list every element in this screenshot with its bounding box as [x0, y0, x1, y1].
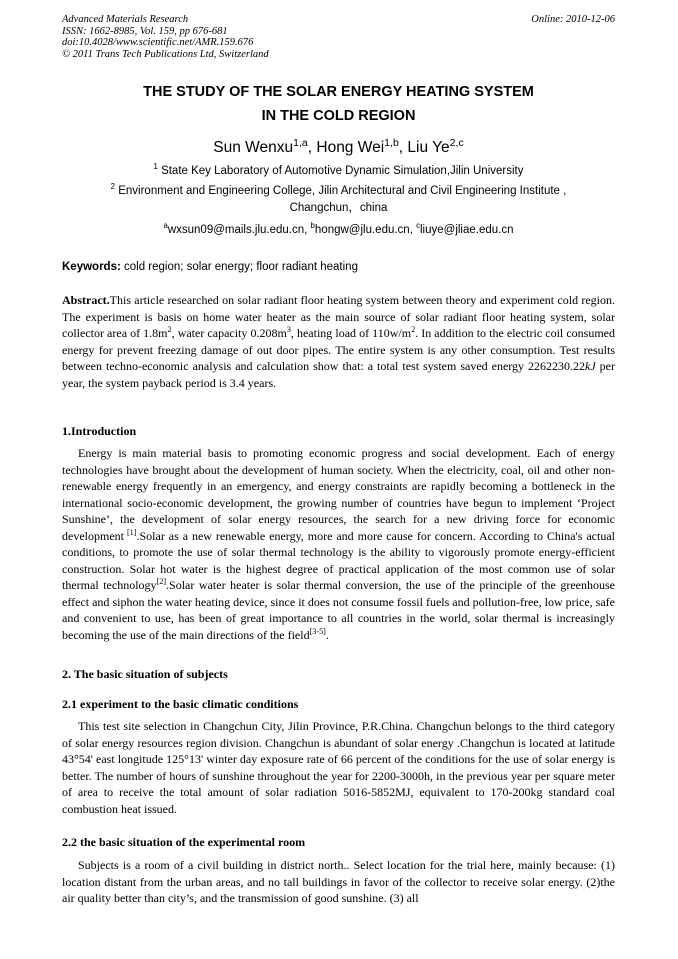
- section-heading-2-2: 2.2 the basic situation of the experimental room: [62, 835, 306, 849]
- issn-line: ISSN: 1662-8985, Vol. 159, pp 676-681: [62, 25, 228, 37]
- section-2-1-text: This test site selection in Changchun City, Jilin Province, P.R.China. Changchun belongs to the third category of solar energy resources region division. Changchun is abundant of solar energy .Changchun is located at latitude 43°54' east longitude 125°13' winter day exposure rate of 66 percent of the conditions for the use of solar energy is better. The number of hours of sunshine throughout the year for 2200-3000h, in the previous year per square meter of area to receive the total amount of solar radiation 5016-5852MJ, equivalent to 170-200kg standard coal combustion heat issued.: [62, 719, 615, 816]
- abstract-text: This article researched on solar radiant floor heating system between theory and experiment cold region. The experiment is basis on home water heater as the main source of solar radiant floor heating system, solar collector area of 1.8m: [62, 293, 615, 340]
- copyright-line: © 2011 Trans Tech Publications Ltd, Switzerland: [62, 48, 269, 60]
- author-name: Liu Ye: [407, 139, 450, 156]
- author-name: Sun Wenxu: [213, 139, 294, 156]
- author-sup: 1,a: [293, 136, 308, 149]
- section-2-2-text: Subjects is a room of a civil building in district north.. Select location for the trial here, mainly because: (1) location distant from the urban areas, and no tall buildings in favor of the collector to receive solar energy. (2)the air quality better than city’s, and the transmission of good sunshine. (3) all: [62, 858, 615, 905]
- email-a: wxsun09@mails.jlu.edu.cn,: [167, 224, 311, 236]
- paper-title: [62, 80, 615, 128]
- email-sup: a: [163, 221, 168, 231]
- author-list: [62, 138, 615, 158]
- abstract-sup: 2: [167, 325, 172, 334]
- author-sup: 2,c: [449, 136, 464, 149]
- citation: [3-5]: [309, 626, 326, 636]
- aff-text: Environment and Engineering College, Jilin Architectural and Civil Engineering Institute ,: [118, 185, 567, 197]
- abstract-sup: 2: [411, 325, 416, 334]
- abstract-label: Abstract.: [62, 293, 110, 307]
- email-line: [62, 222, 615, 239]
- title-line-2: IN THE COLD REGION: [261, 108, 416, 124]
- doi-line: doi:10.4028/www.scientific.net/AMR.159.676: [62, 37, 254, 48]
- aff-sup: 2: [110, 182, 116, 192]
- citation: [1]: [123, 527, 137, 537]
- email-sup: b: [310, 221, 315, 231]
- introduction-body: [62, 445, 615, 643]
- aff-text-line2: Changchun，china: [289, 202, 388, 214]
- affiliation-1: [62, 163, 615, 180]
- aff-text: State Key Laboratory of Automotive Dynamic Simulation,Jilin University: [161, 165, 524, 177]
- author-sep: ,: [307, 139, 317, 156]
- citation: [2]: [156, 577, 167, 586]
- keywords: [62, 261, 615, 273]
- abstract-text: , heating load of 110w/m: [290, 326, 412, 340]
- intro-text: .Solar as a new renewable energy, more and more cause for concern. According to China's actual conditions, to promote the use of solar thermal technology is the ability to vigorously promote energy-efficient construction. Solar hot water is the highest degree of practical application of the most common use of solar thermal technology: [62, 528, 615, 592]
- section-2-1-body: [62, 718, 615, 817]
- journal-header: [62, 14, 615, 60]
- title-line-1: THE STUDY OF THE SOLAR ENERGY HEATING SYSTEM: [143, 84, 534, 100]
- abstract-sup: 3: [286, 325, 291, 334]
- keywords-text: cold region; solar energy; floor radiant heating: [120, 261, 358, 273]
- section-heading-2: 2. The basic situation of subjects: [62, 667, 228, 681]
- intro-text: .Solar water heater is solar thermal conversion, the use of the principle of the greenhouse effect and siphon the water heating device, since it does not consume fossil fuels and pollution-free, low price, safe and convenient to use, has been of great importance to all countries in the world, solar thermal is increasingly becoming the use of the main directions of the field: [62, 578, 615, 642]
- abstract-unit: kJ: [585, 359, 596, 373]
- intro-text: .: [325, 627, 329, 642]
- abstract-text: . In addition to the electric coil consumed energy for prevent freezing damage of out door pipes. The entire system is any other consumption. Test results between techno-economic analysis and calculation show that: a total test system saved energy 2262230.22: [62, 326, 615, 373]
- author-sep: ,: [398, 139, 408, 156]
- section-heading-2-1: 2.1 experiment to the basic climatic conditions: [62, 697, 299, 711]
- email-sup: c: [416, 221, 420, 231]
- abstract-text: , water capacity 0.208m: [171, 326, 287, 340]
- online-date: Online: 2010-12-06: [531, 14, 615, 25]
- section-2-2-body: [62, 857, 615, 907]
- keywords-label: Keywords:: [62, 261, 121, 273]
- author-sup: 1,b: [384, 136, 399, 149]
- author-name: Hong Wei: [316, 139, 385, 156]
- email-c: liuye@jliae.edu.cn: [420, 224, 514, 236]
- aff-sup: 1: [153, 162, 158, 172]
- journal-name: Advanced Materials Research: [62, 14, 189, 25]
- intro-text: Energy is main material basis to promoting economic progress and social development. Each of energy technologies have brought about the development of human society. When the electricity, coal, oil and other non-renewable energy frequently in an emergency, and energy constraints are rapidly becoming a bottleneck in the international socio-economic development, the growing number of countries have begun to implement ‘Project Sunshine’, the development of solar energy resources, the search for a new driving force for economic development: [62, 446, 615, 543]
- email-b: hongw@jlu.edu.cn,: [314, 224, 417, 236]
- section-heading-introduction: 1.Introduction: [62, 424, 137, 438]
- abstract-text: per year, the system payback period is 3.4 years.: [62, 359, 615, 390]
- affiliation-2: [62, 183, 615, 217]
- abstract: [62, 292, 615, 391]
